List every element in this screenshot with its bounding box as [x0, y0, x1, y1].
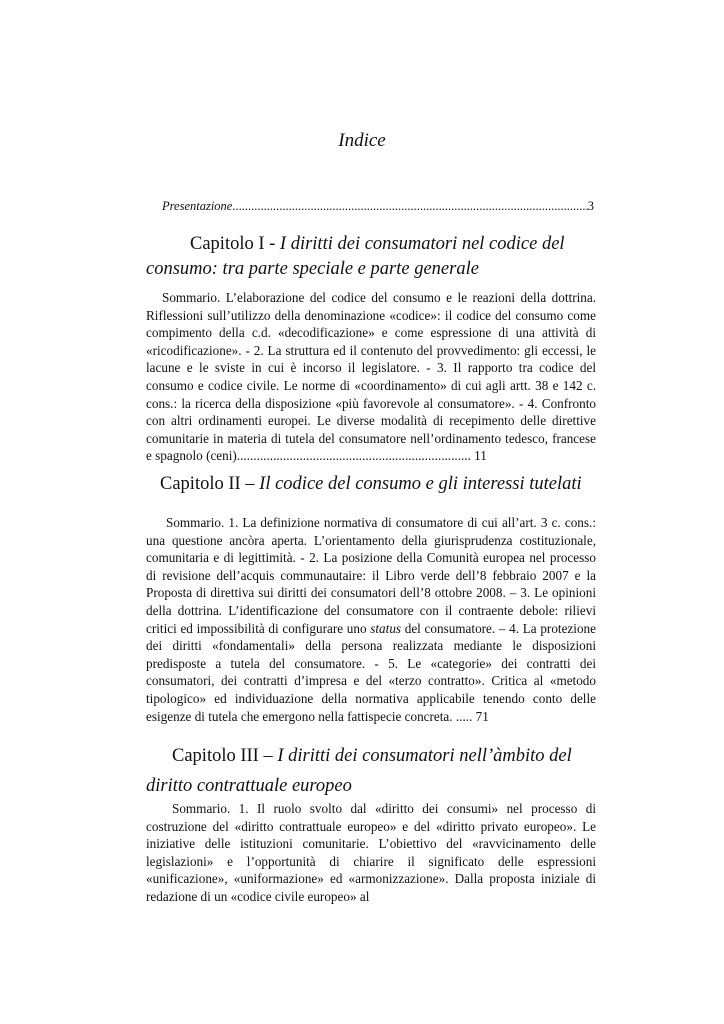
chapter-3-prefix: Capitolo III – — [172, 746, 278, 766]
chapter-2-title: Il codice del consumo e gli interessi tutelati — [259, 474, 582, 494]
chapter-2-summary-status: status — [370, 620, 402, 636]
chapter-3-heading — [146, 741, 596, 801]
index-title: Indice — [338, 130, 386, 151]
chapter-1-title: I diritti dei consumatori nel codice del consumo: tra parte speciale e parte generale — [146, 234, 565, 279]
chapter-2-heading — [146, 472, 596, 497]
chapter-3-summary: Sommario. 1. Il ruolo svolto dal «diritto dei consumi» nel processo di costruzione del «diritto contrattuale europeo» e del «diritto privato europeo». Le iniziative delle istituzioni comunitarie. L’obiettivo del «ravvicinamento delle legislazioni» e l’opportunità di chiarire il significato delle espressioni «unificazione», «uniformazione» ed «armonizzazione». Dalla proposta iniziale di redazione di un «codice civile europeo» al — [146, 801, 596, 904]
chapter-3-title: I diritti dei consumatori nell’àmbito del diritto contrattuale europeo — [146, 746, 572, 796]
chapter-2-summary-part-a: Sommario. 1. La definizione normativa di consumatore di cui all’art. 3 c. cons.: una questione ancòra aperta. L’orientamento della giurisprudenza costituzionale, comunitaria e di legittimità. - 2. La posizione della Comunità europea nel processo di revisione dell’acquis communautaire: il Libro verde dell’8 febbraio 2007 e la Proposta di direttiva sui diritti dei consumatori dell’8 ottobre 2008. – 3. Le opinioni della dottrina. L’identificazione del consumatore con il contraente debole: rilievi critici ed impossibilità di configurare uno — [146, 515, 596, 636]
presentation-label: Presentazione — [162, 199, 233, 213]
chapter-1-heading — [146, 232, 596, 282]
chapter-2-summary-part-b: del consumatore. – 4. La protezione dei diritti «fondamentali» della persona realizzata mediante le disposizioni predisposte a tutela del consumatore. - 5. Le «categorie» dei contratti dei consumatori, dei contratti d’impresa e del «terzo contratto». Critica al «metodo tipologico» ed individuazione della normativa applicabile tenendo conto delle esigenze di tutela che emergono nella fattispecie concreta. ..... 71 — [146, 620, 596, 724]
presentation-page: 3 — [587, 199, 594, 213]
presentation-entry — [162, 199, 594, 214]
chapter-2-prefix: Capitolo II – — [160, 474, 260, 494]
chapter-1-prefix: Capitolo I - — [190, 234, 280, 254]
chapter-2-summary — [146, 514, 596, 725]
chapter-1-summary: Sommario. L’elaborazione del codice del consumo e le reazioni della dottrina. Riflessioni sull’utilizzo della denominazione «codice»: il codice del consumo come compimento della c.d. «decodificazione» e come espressione di una attività di «ricodificazione». - 2. La struttura ed il contenuto del provvedimento: gli eccessi, le lacune e le sviste in cui è incorso il legislatore. - 3. Il rapporto tra codice del consumo e codice civile. Le norme di «coordinamento» di cui agli artt. 38 e 142 c. cons.: la ricerca della disposizione «più favorevole al consumatore». - 4. Confronto con altri ordinamenti europei. Le diverse modalità di recepimento delle direttive comunitarie in materia di tutela del consumatore nell’ordinamento tedesco, francese e spagnolo (ceni)....................................................................... 11 — [146, 290, 596, 464]
dot-leader — [232, 199, 587, 214]
